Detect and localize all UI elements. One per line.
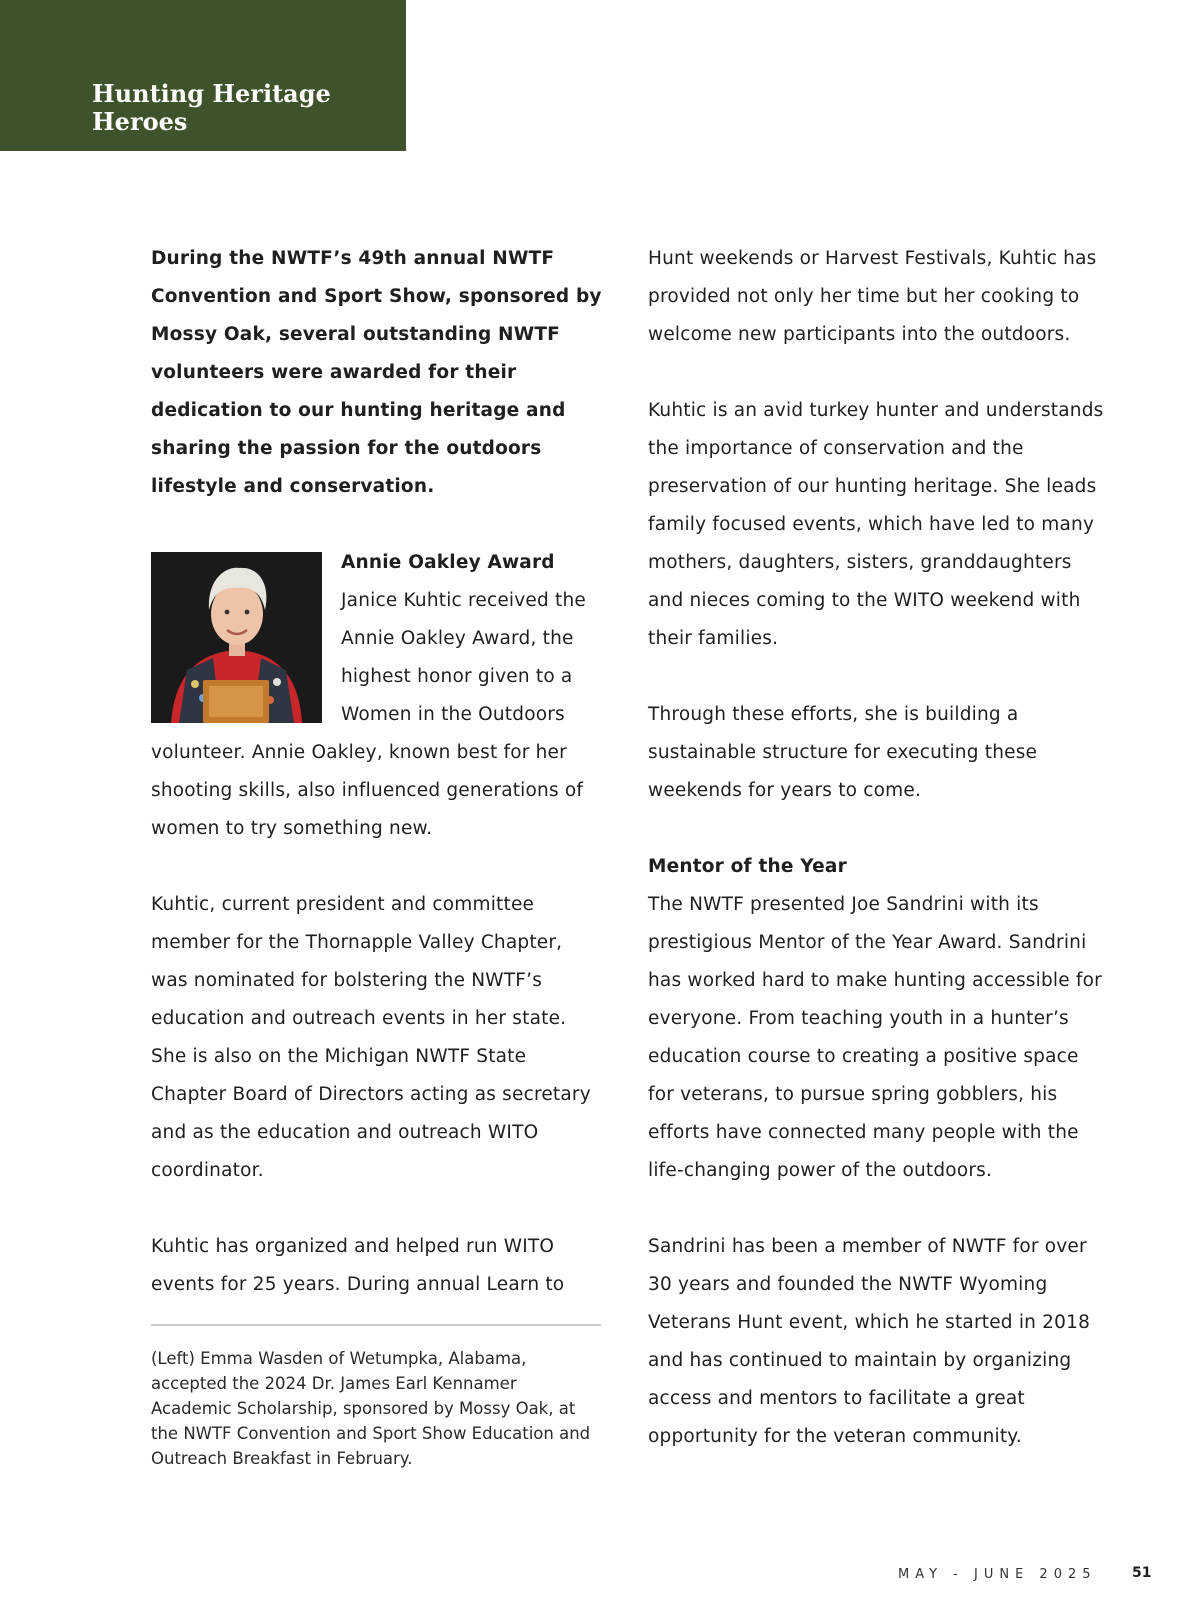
janice-kuhtic-photo <box>151 552 322 723</box>
page-number: 51 <box>1132 1565 1152 1581</box>
annie-oakley-section <box>151 544 603 848</box>
right-paragraph-1: Hunt weekends or Harvest Festivals, Kuhtic has provided not only her time but her cooking to welcome new participants into the outdoors. <box>648 248 1097 345</box>
issue-date: MAY - JUNE 2025 <box>898 1567 1097 1582</box>
right-paragraph-2: Kuhtic is an avid turkey hunter and understands the importance of conservation and the preservation of our hunting heritage. She leads family focused events, which have led to many mothers, daughters, sisters, granddaughters and nieces coming to the WITO weekend with their families. <box>648 400 1104 649</box>
annie-oakley-text: Janice Kuhtic received the Annie Oakley Award, the highest honor given to a Women in the Outdoors volunteer. Annie Oakley, known best for her shooting skills, also influenced generations of women to try something new. <box>151 590 586 839</box>
caption-divider <box>151 1324 601 1326</box>
section-banner <box>0 0 406 151</box>
kuhtic-wito-paragraph: Kuhtic has organized and helped run WITO events for 25 years. During annual Learn to <box>151 1236 565 1295</box>
sandrini-paragraph: Sandrini has been a member of NWTF for over 30 years and founded the NWTF Wyoming Veterans Hunt event, which he started in 2018 and has continued to maintain by organizing access and mentors to facilitate a great opportunity for the veteran community. <box>648 1236 1091 1447</box>
portrait-illustration <box>151 552 322 723</box>
mentor-paragraph: The NWTF presented Joe Sandrini with its prestigious Mentor of the Year Award. Sandrini has worked hard to make hunting accessible for everyone. From teaching youth in a hunter’s education course to creating a positive space for veterans, to pursue spring gobblers, his efforts have connected many people with the life-changing power of the outdoors. <box>648 894 1102 1181</box>
right-column <box>648 240 1108 1456</box>
left-column <box>151 240 603 1304</box>
right-paragraph-3: Through these efforts, she is building a sustainable structure for executing these weekends for years to come. <box>648 704 1038 801</box>
annie-oakley-heading: Annie Oakley Award <box>341 552 555 573</box>
section-title: Hunting Heritage Heroes <box>92 79 331 136</box>
mentor-heading: Mentor of the Year <box>648 856 847 877</box>
intro-paragraph: During the NWTF’s 49th annual NWTF Convention and Sport Show, sponsored by Mossy Oak, several outstanding NWTF volunteers were awarded for their dedication to our hunting heritage and sharing the passion for the outdoors lifestyle and conservation. <box>151 248 602 497</box>
kuhtic-paragraph: Kuhtic, current president and committee member for the Thornapple Valley Chapter, was nominated for bolstering the NWTF’s education and outreach events in her state. She is also on the Michigan NWTF State Chapter Board of Directors acting as secretary and as the education and outreach WITO coordinator. <box>151 894 591 1181</box>
photo-caption: (Left) Emma Wasden of Wetumpka, Alabama, accepted the 2024 Dr. James Earl Kennamer Academic Scholarship, sponsored by Mossy Oak, at the NWTF Convention and Sport Show Education and Outreach Breakfast in February. <box>151 1349 591 1468</box>
